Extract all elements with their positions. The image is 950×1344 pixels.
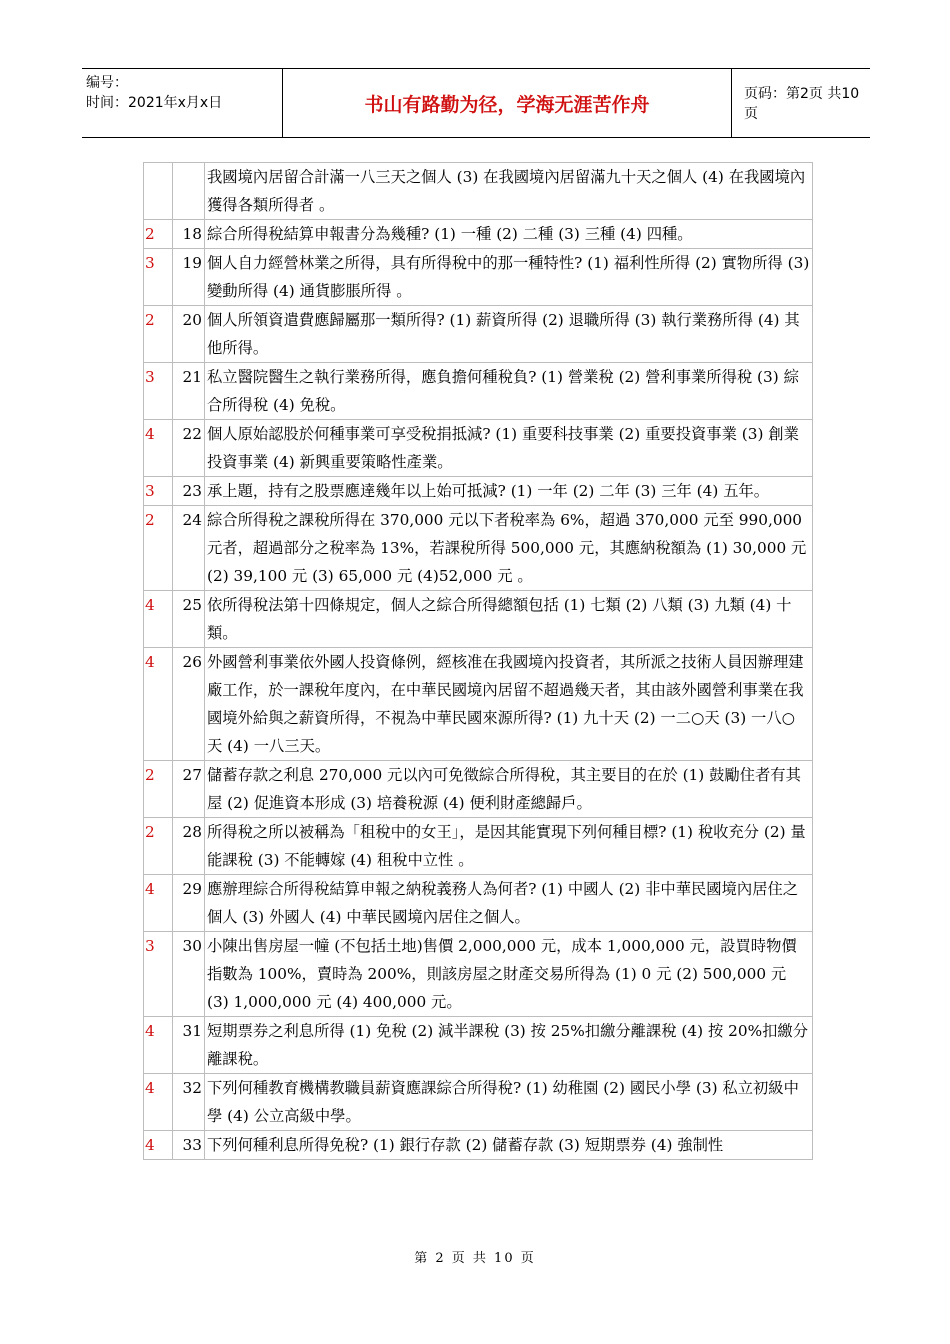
- question-text: 儲蓄存款之利息 270,000 元以內可免徵綜合所得稅，其主要目的在於 (1) 鼓勵住者有其屋 (2) 促進資本形成 (3) 培養稅源 (4) 便利財產總歸戶。: [205, 761, 813, 818]
- question-row: [144, 249, 813, 306]
- question-row: [144, 1017, 813, 1074]
- question-text: 綜合所得稅結算申報書分為幾種? (1) 一種 (2) 二種 (3) 三種 (4) 四種。: [205, 220, 813, 249]
- question-text: 承上題，持有之股票應達幾年以上始可抵減? (1) 一年 (2) 二年 (3) 三年 (4) 五年。: [205, 477, 813, 506]
- question-text: 應辦理綜合所得稅結算申報之納稅義務人為何者? (1) 中國人 (2) 非中華民國境內居住之個人 (3) 外國人 (4) 中華民國境內居住之個人。: [205, 875, 813, 932]
- answer-cell: 2: [144, 818, 173, 875]
- question-text: 外國營利事業依外國人投資條例，經核准在我國境內投資者，其所派之技術人員因辦理建廠工作，於一課稅年度內，在中華民國境內居留不超過幾天者，其由該外國營利事業在我國境外給與之薪資所得，不視為中華民國來源所得? (1) 九十天 (2) 一二○天 (3) 一八○天 (4) 一八三天。: [205, 648, 813, 761]
- question-number: 26: [173, 648, 205, 761]
- header-page-label: 页码：第2页 共10页: [744, 86, 860, 122]
- question-number: 19: [173, 249, 205, 306]
- answer-cell: 4: [144, 591, 173, 648]
- code-label: 编号：: [86, 75, 128, 91]
- question-row: [144, 220, 813, 249]
- question-number: 25: [173, 591, 205, 648]
- question-number: 22: [173, 420, 205, 477]
- question-row: [144, 818, 813, 875]
- question-row: [144, 163, 813, 220]
- question-row: [144, 306, 813, 363]
- page-footer: 第 2 页 共 10 页: [414, 1251, 536, 1266]
- question-text: 綜合所得稅之課稅所得在 370,000 元以下者稅率為 6%，超過 370,000 元至 990,000 元者，超過部分之稅率為 13%，若課稅所得 500,000 元，其應納稅額為 (1) 30,000 元 (2) 39,100 元 (3) 65,000 元 (4)52,000 元 。: [205, 506, 813, 591]
- answer-cell: 4: [144, 1131, 173, 1160]
- answer-cell: 2: [144, 220, 173, 249]
- question-text: 個人自力經營林業之所得，具有所得稅中的那一種特性? (1) 福利性所得 (2) 實物所得 (3) 變動所得 (4) 通貨膨脹所得 。: [205, 249, 813, 306]
- question-row: [144, 420, 813, 477]
- answer-cell: 3: [144, 363, 173, 420]
- answer-cell: 2: [144, 761, 173, 818]
- header-meta: [82, 69, 282, 137]
- question-number: 24: [173, 506, 205, 591]
- question-row: [144, 932, 813, 1017]
- question-table: [143, 162, 813, 1160]
- question-row: [144, 875, 813, 932]
- question-number: 21: [173, 363, 205, 420]
- answer-cell: 4: [144, 1017, 173, 1074]
- question-text: 個人原始認股於何種事業可享受稅捐抵減? (1) 重要科技事業 (2) 重要投資事業 (3) 創業投資事業 (4) 新興重要策略性產業。: [205, 420, 813, 477]
- answer-cell: 3: [144, 932, 173, 1017]
- question-number: 32: [173, 1074, 205, 1131]
- answer-cell: [144, 163, 173, 220]
- question-number: [173, 163, 205, 220]
- question-number: 28: [173, 818, 205, 875]
- question-row: [144, 761, 813, 818]
- question-text: 個人所領資遣費應歸屬那一類所得? (1) 薪資所得 (2) 退職所得 (3) 執行業務所得 (4) 其他所得。: [205, 306, 813, 363]
- answer-cell: 2: [144, 506, 173, 591]
- question-number: 29: [173, 875, 205, 932]
- answer-cell: 4: [144, 420, 173, 477]
- question-table-body: [144, 163, 813, 1160]
- question-number: 31: [173, 1017, 205, 1074]
- answer-cell: 4: [144, 1074, 173, 1131]
- question-text: 我國境內居留合計滿一八三天之個人 (3) 在我國境內居留滿九十天之個人 (4) 在我國境內獲得各類所得者 。: [205, 163, 813, 220]
- question-text: 所得稅之所以被稱為「租稅中的女王」，是因其能實現下列何種目標? (1) 稅收充分 (2) 量能課稅 (3) 不能轉嫁 (4) 租稅中立性 。: [205, 818, 813, 875]
- question-row: [144, 591, 813, 648]
- question-row: [144, 363, 813, 420]
- answer-cell: 3: [144, 249, 173, 306]
- question-row: [144, 648, 813, 761]
- question-text: 下列何種教育機構教職員薪資應課綜合所得稅? (1) 幼稚園 (2) 國民小學 (3) 私立初級中學 (4) 公立高級中學。: [205, 1074, 813, 1131]
- question-number: 23: [173, 477, 205, 506]
- answer-cell: 2: [144, 306, 173, 363]
- question-text: 短期票券之利息所得 (1) 免稅 (2) 減半課稅 (3) 按 25%扣繳分離課稅 (4) 按 20%扣繳分離課稅。: [205, 1017, 813, 1074]
- question-row: [144, 1074, 813, 1131]
- question-row: [144, 1131, 813, 1160]
- question-number: 20: [173, 306, 205, 363]
- question-number: 30: [173, 932, 205, 1017]
- page-header: [82, 68, 870, 138]
- question-text: 私立醫院醫生之執行業務所得，應負擔何種稅負? (1) 營業稅 (2) 營利事業所得稅 (3) 綜合所得稅 (4) 免稅。: [205, 363, 813, 420]
- question-number: 33: [173, 1131, 205, 1160]
- answer-cell: 4: [144, 875, 173, 932]
- question-text: 下列何種利息所得免稅? (1) 銀行存款 (2) 儲蓄存款 (3) 短期票券 (4) 強制性: [205, 1131, 813, 1160]
- answer-cell: 3: [144, 477, 173, 506]
- question-text: 小陳出售房屋一幢 (不包括土地)售價 2,000,000 元，成本 1,000,000 元，設買時物價指數為 100%，賣時為 200%，則該房屋之財產交易所得為 (1) 0 元 (2) 500,000 元 (3) 1,000,000 元 (4) 400,000 元。: [205, 932, 813, 1017]
- question-number: 27: [173, 761, 205, 818]
- time-label: 时间：2021年x月x日: [86, 95, 223, 111]
- question-text: 依所得稅法第十四條規定，個人之綜合所得總額包括 (1) 七類 (2) 八類 (3) 九類 (4) 十類。: [205, 591, 813, 648]
- header-motto: 书山有路勤为径，学海无涯苦作舟: [282, 69, 732, 137]
- answer-cell: 4: [144, 648, 173, 761]
- question-row: [144, 477, 813, 506]
- question-number: 18: [173, 220, 205, 249]
- question-row: [144, 506, 813, 591]
